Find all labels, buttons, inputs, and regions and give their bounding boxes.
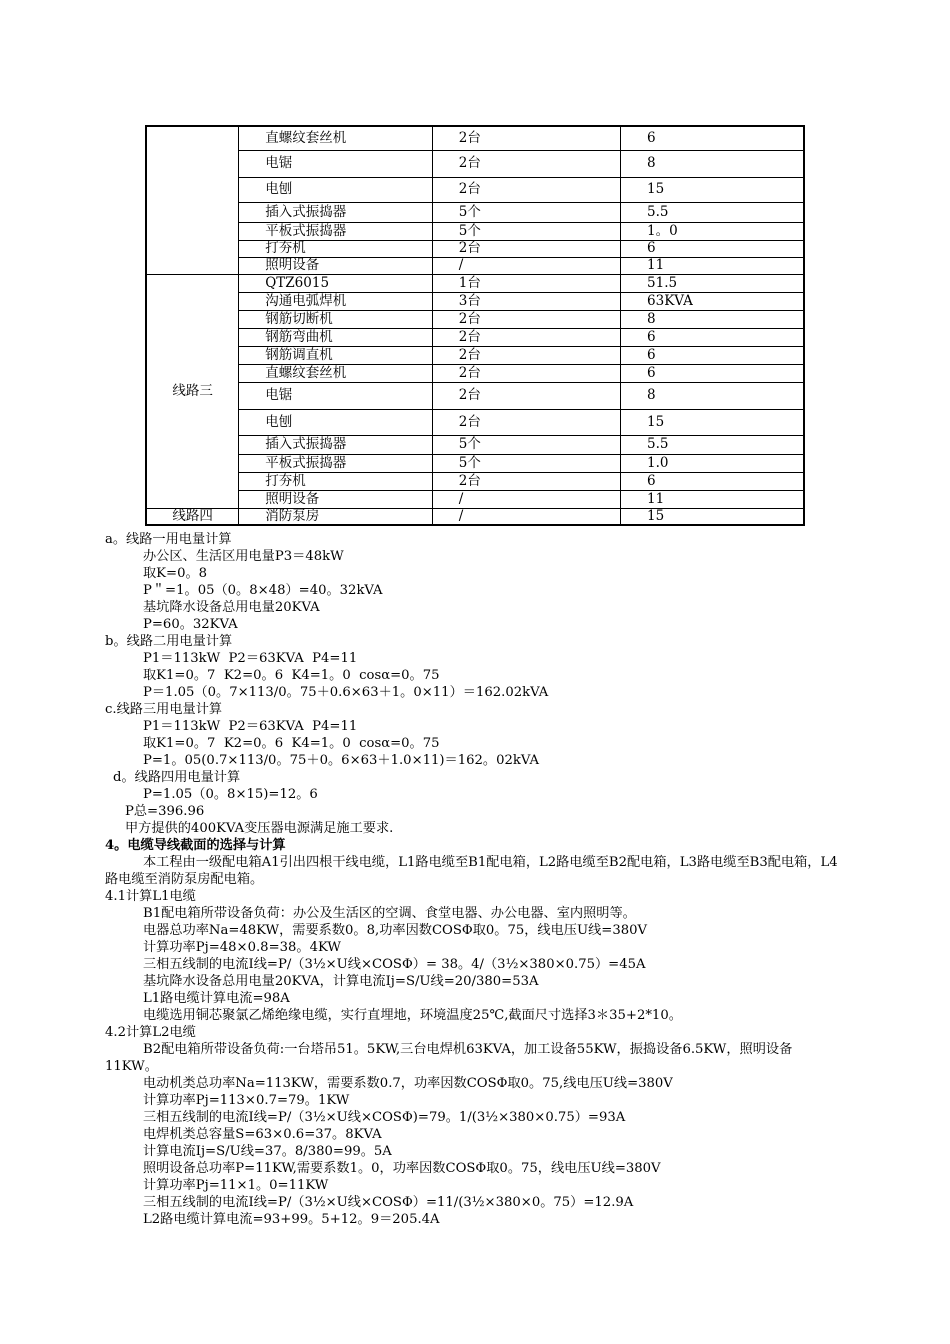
equipment-quantity: 3台 — [432, 292, 620, 310]
text-line: L2路电缆计算电流=93+99。5+12。9＝205.4A — [143, 1212, 440, 1227]
equipment-name: 插入式振捣器 — [239, 202, 433, 222]
table-row — [146, 150, 804, 177]
equipment-quantity: / — [432, 490, 620, 508]
equipment-power: 6 — [621, 126, 804, 150]
table-row — [146, 409, 804, 435]
text-line: P1＝113kW P2＝63KVA P4=11 — [143, 719, 358, 734]
table-row — [146, 126, 804, 150]
equipment-power: 6 — [621, 346, 804, 364]
equipment-quantity: 5个 — [432, 222, 620, 240]
text-line: 取K1=0。7 K2=0。6 K4=1。0 cosα=0。75 — [143, 668, 440, 683]
equipment-power: 8 — [621, 150, 804, 177]
equipment-name: 钢筋弯曲机 — [239, 328, 433, 346]
text-line: 计算电流Ij=S/U线=37。8/380=99。5A — [143, 1144, 392, 1159]
equipment-name: 消防泵房 — [239, 508, 433, 525]
equipment-name: 电刨 — [239, 409, 433, 435]
text-line: 甲方提供的400KVA变压器电源满足施工要求. — [125, 821, 394, 836]
equipment-name: 平板式振捣器 — [239, 454, 433, 472]
equipment-quantity: 2台 — [432, 177, 620, 202]
equipment-name: 电锯 — [239, 150, 433, 177]
equipment-power: 5.5 — [621, 435, 804, 454]
table-row — [146, 454, 804, 472]
equipment-name: 照明设备 — [239, 490, 433, 508]
equipment-power: 11 — [621, 490, 804, 508]
circuit-label — [146, 126, 239, 274]
equipment-name: QTZ6015 — [239, 274, 433, 292]
table-row — [146, 490, 804, 508]
table-row — [146, 257, 804, 274]
table-row — [146, 472, 804, 490]
equipment-name: 打夯机 — [239, 472, 433, 490]
equipment-power: 15 — [621, 177, 804, 202]
text-line: 计算功率Pj=11×1。0=11KW — [143, 1178, 329, 1193]
table-row — [146, 435, 804, 454]
section-d-heading: d。线路四用电量计算 — [113, 770, 241, 785]
equipment-quantity: 2台 — [432, 240, 620, 257]
paragraph: 本工程由一级配电箱A1引出四根干线电缆，L1路电缆至B1配电箱，L2路电缆至B2配电箱，L3路电缆至B3配电箱，L4路电缆至消防泵房配电箱。 — [105, 855, 838, 887]
equipment-quantity: 2台 — [432, 382, 620, 409]
equipment-power: 11 — [621, 257, 804, 274]
equipment-power: 1。0 — [621, 222, 804, 240]
equipment-quantity: 2台 — [432, 126, 620, 150]
equipment-power: 1.0 — [621, 454, 804, 472]
table-row — [146, 310, 804, 328]
equipment-power: 6 — [621, 240, 804, 257]
equipment-quantity: / — [432, 257, 620, 274]
equipment-power: 15 — [621, 508, 804, 525]
equipment-quantity: 5个 — [432, 435, 620, 454]
table-row — [146, 382, 804, 409]
equipment-name: 照明设备 — [239, 257, 433, 274]
equipment-name: 电锯 — [239, 382, 433, 409]
table-row — [146, 177, 804, 202]
equipment-power: 8 — [621, 310, 804, 328]
equipment-quantity: 2台 — [432, 310, 620, 328]
text-line: B1配电箱所带设备负荷：办公及生活区的空调、食堂电器、办公电器、室内照明等。 — [143, 906, 636, 921]
text-line: L1路电缆计算电流=98A — [143, 991, 290, 1006]
table-row — [146, 328, 804, 346]
table-row — [146, 274, 804, 292]
equipment-name: 钢筋切断机 — [239, 310, 433, 328]
table-row — [146, 222, 804, 240]
equipment-power: 15 — [621, 409, 804, 435]
text-line: 三相五线制的电流Ⅰ线=P/（3½×U线×COSΦ)=79。1/(3½×380×0.75）=93A — [143, 1110, 626, 1125]
text-line: P＂=1。05（0。8×48）=40。32kVA — [143, 583, 383, 598]
equipment-quantity: 2台 — [432, 364, 620, 382]
equipment-name: 插入式振捣器 — [239, 435, 433, 454]
equipment-name: 平板式振捣器 — [239, 222, 433, 240]
equipment-table — [145, 125, 805, 526]
text-line: P1＝113kW P2＝63KVA P4=11 — [143, 651, 358, 666]
text-line: 电缆选用铜芯聚氯乙烯绝缘电缆，实行直埋地，环境温度25℃,截面尺寸选择3＊35+2*10。 — [143, 1008, 682, 1023]
subsection-heading: 4.2计算L2电缆 — [105, 1025, 196, 1040]
equipment-power: 8 — [621, 382, 804, 409]
equipment-name: 直螺纹套丝机 — [239, 364, 433, 382]
equipment-quantity: 5个 — [432, 454, 620, 472]
table-row — [146, 202, 804, 222]
section-b-heading: b。线路二用电量计算 — [105, 634, 233, 649]
table-row — [146, 292, 804, 310]
text-line: 电动机类总功率Na=113KW，需要系数0.7，功率因数COSΦ取0。75,线电压U线=380V — [143, 1076, 673, 1091]
paragraph: B2配电箱所带设备负荷:一台塔吊51。5KW,三台电焊机63KVA，加工设备55KW，振捣设备6.5KW，照明设备11KW。 — [105, 1042, 793, 1074]
equipment-quantity: 5个 — [432, 202, 620, 222]
equipment-power: 6 — [621, 328, 804, 346]
text-line: 计算功率Pj=48×0.8=38。4KW — [143, 940, 341, 955]
table-row — [146, 346, 804, 364]
text-line: 照明设备总功率P=11KW,需要系数1。0，功率因数COSΦ取0。75，线电压U线=380V — [143, 1161, 661, 1176]
text-line: 三相五线制的电流Ⅰ线=P/（3½×U线×COSΦ）= 38。4/（3½×380×0.75）=45A — [143, 957, 646, 972]
text-line: 计算功率Pj=113×0.7=79。1KW — [143, 1093, 350, 1108]
text-line: 电焊机类总容量S=63×0.6=37。8KVA — [143, 1127, 382, 1142]
text-line: 基坑降水设备总用电量20KVA，计算电流Ij=S/U线=20/380=53A — [143, 974, 539, 989]
subsection-heading: 4.1计算L1电缆 — [105, 889, 196, 904]
equipment-power: 6 — [621, 472, 804, 490]
text-line: P=1。05(0.7×113/0。75＋0。6×63＋1.0×11)＝162。02kVA — [143, 753, 540, 768]
equipment-quantity: 2台 — [432, 409, 620, 435]
equipment-quantity: / — [432, 508, 620, 525]
equipment-power: 5.5 — [621, 202, 804, 222]
table-row — [146, 508, 804, 525]
equipment-power: 51.5 — [621, 274, 804, 292]
circuit-label: 线路三 — [146, 274, 239, 508]
equipment-name: 钢筋调直机 — [239, 346, 433, 364]
text-line: P总=396.96 — [125, 804, 205, 819]
text-line: P＝1.05（0。7×113/0。75＋0.6×63＋1。0×11）＝162.02kVA — [143, 685, 549, 700]
equipment-quantity: 2台 — [432, 346, 620, 364]
equipment-name: 直螺纹套丝机 — [239, 126, 433, 150]
equipment-quantity: 2台 — [432, 150, 620, 177]
circuit-label: 线路四 — [146, 508, 239, 525]
text-line: P=60。32KVA — [143, 617, 238, 632]
equipment-power: 63KVA — [621, 292, 804, 310]
table-row — [146, 364, 804, 382]
equipment-quantity: 1台 — [432, 274, 620, 292]
equipment-quantity: 2台 — [432, 472, 620, 490]
equipment-power: 6 — [621, 364, 804, 382]
text-line: P=1.05（0。8×15)=12。6 — [143, 787, 318, 802]
text-line: 电器总功率Na=48KW，需要系数0。8,功率因数COSΦ取0。75，线电压U线=380V — [143, 923, 648, 938]
table-row — [146, 240, 804, 257]
equipment-quantity: 2台 — [432, 328, 620, 346]
section-4-heading: 4。电缆导线截面的选择与计算 — [105, 838, 286, 853]
text-line: 取K1=0。7 K2=0。6 K4=1。0 cosα=0。75 — [143, 736, 440, 751]
document-body — [105, 531, 845, 1228]
section-a-heading: a。线路一用电量计算 — [105, 532, 232, 547]
text-line: 取K=0。8 — [143, 566, 208, 581]
equipment-name: 打夯机 — [239, 240, 433, 257]
text-line: 三相五线制的电流Ⅰ线=P/（3½×U线×COSΦ）=11/(3½×380×0。75）=12.9A — [143, 1195, 634, 1210]
section-c-heading: c.线路三用电量计算 — [105, 702, 223, 717]
text-line: 办公区、生活区用电量P3＝48kW — [143, 549, 344, 564]
equipment-name: 沟通电弧焊机 — [239, 292, 433, 310]
text-line: 基坑降水设备总用电量20KVA — [143, 600, 320, 615]
equipment-name: 电刨 — [239, 177, 433, 202]
